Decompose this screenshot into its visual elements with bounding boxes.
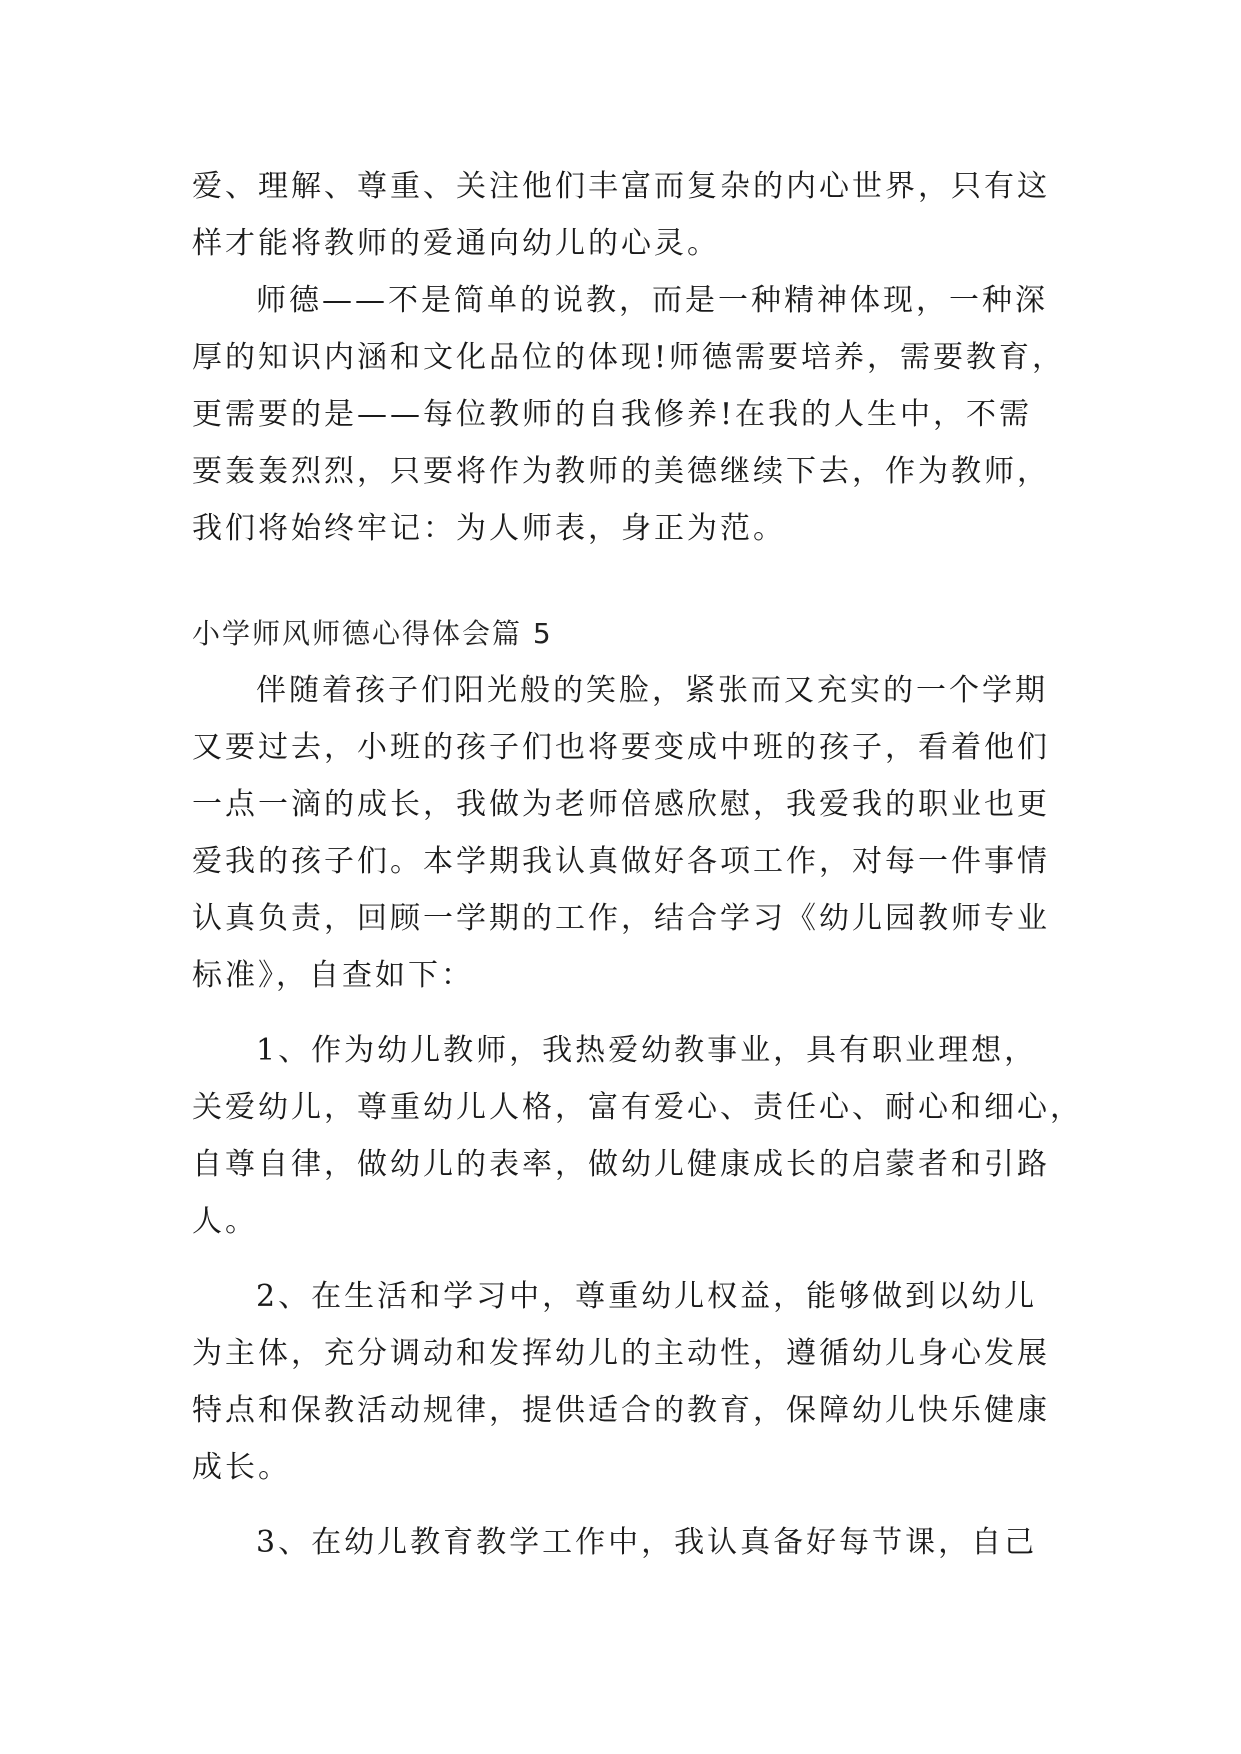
text-line: 厚的知识内涵和文化品位的体现!师德需要培养，需要教育， <box>192 340 1066 375</box>
text-line: 认真负责，回顾一学期的工作，结合学习《幼儿园教师专业 <box>192 901 1050 936</box>
text-line: 1、作为幼儿教师，我热爱幼教事业，具有职业理想， <box>256 1033 1038 1068</box>
text-line: 师德——不是简单的说教，而是一种精神体现，一种深 <box>256 283 1048 318</box>
document-page <box>192 158 1083 1571</box>
text-line: 一点一滴的成长，我做为老师倍感欣慰，我爱我的职业也更 <box>192 787 1050 822</box>
text-line: 标准》，自查如下： <box>192 958 474 993</box>
text-line: 伴随着孩子们阳光般的笑脸，紧张而又充实的一个学期 <box>256 673 1048 708</box>
text-line: 我们将始终牢记：为人师表，身正为范。 <box>192 511 786 546</box>
text-line: 又要过去，小班的孩子们也将要变成中班的孩子，看着他们 <box>192 730 1050 765</box>
intro-paragraph <box>192 158 1058 272</box>
section-title: 小学师风师德心得体会篇 5 <box>192 617 553 650</box>
text-line: 样才能将教师的爱通向幼儿的心灵。 <box>192 226 720 261</box>
text-line: 要轰轰烈烈，只要将作为教师的美德继续下去，作为教师， <box>192 454 1050 489</box>
list-item-1 <box>192 1022 1083 1250</box>
paragraph-intro5 <box>192 662 1058 1004</box>
text-line: 为主体，充分调动和发挥幼儿的主动性，遵循幼儿身心发展 <box>192 1336 1050 1371</box>
text-line: 关爱幼儿，尊重幼儿人格，富有爱心、责任心、耐心和细心， <box>192 1090 1083 1125</box>
text-line: 3、在幼儿教育教学工作中，我认真备好每节课，自己 <box>256 1525 1038 1560</box>
text-line: 爱我的孩子们。本学期我认真做好各项工作，对每一件事情 <box>192 844 1050 879</box>
text-line: 2、在生活和学习中，尊重幼儿权益，能够做到以幼儿 <box>256 1279 1038 1314</box>
text-line: 特点和保教活动规律，提供适合的教育，保障幼儿快乐健康 <box>192 1393 1050 1428</box>
list-item-3 <box>192 1514 1058 1571</box>
text-line: 更需要的是——每位教师的自我修养!在我的人生中，不需 <box>192 397 1033 432</box>
text-line: 成长。 <box>192 1450 291 1485</box>
paragraph-shide <box>192 272 1066 557</box>
text-line: 自尊自律，做幼儿的表率，做幼儿健康成长的启蒙者和引路 <box>192 1147 1050 1182</box>
text-line: 爱、理解、尊重、关注他们丰富而复杂的内心世界，只有这 <box>192 169 1050 204</box>
text-line: 人。 <box>192 1204 258 1239</box>
list-item-2 <box>192 1268 1058 1496</box>
